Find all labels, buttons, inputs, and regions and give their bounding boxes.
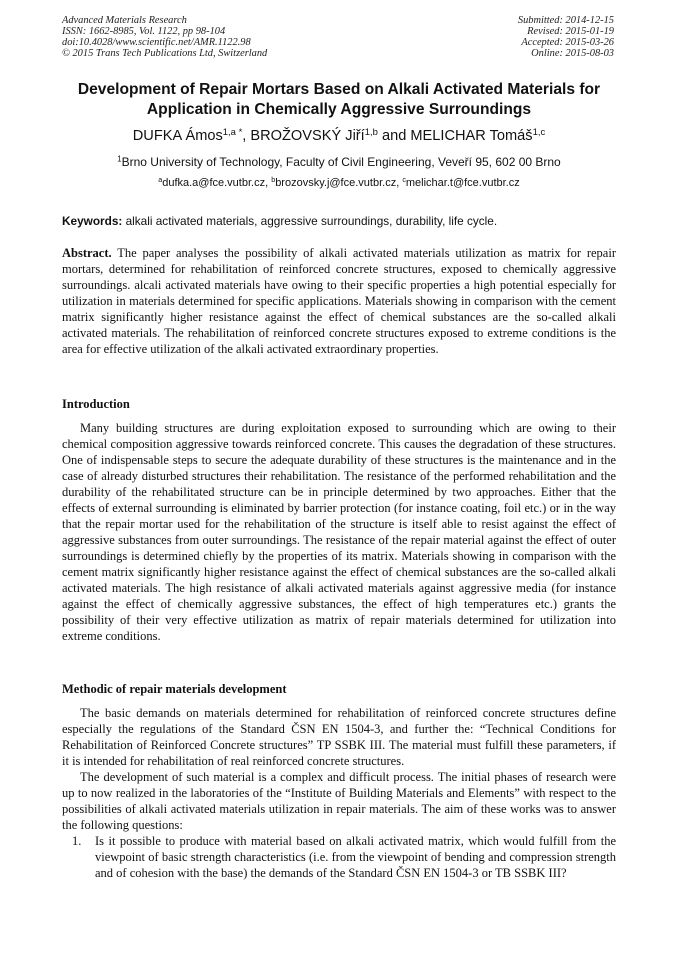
author-2-sup: 1,b bbox=[364, 126, 378, 138]
author-list bbox=[0, 128, 678, 144]
journal-copyright: © 2015 Trans Tech Publications Ltd, Switzerland bbox=[62, 48, 268, 59]
date-revised: Revised: 2015-01-19 bbox=[527, 26, 614, 37]
journal-issn: ISSN: 1662-8985, Vol. 1122, pp 98-104 bbox=[62, 26, 226, 37]
author-1: DUFKA Ámos bbox=[132, 128, 223, 144]
introduction-paragraph: Many building structures are during exploitation exposed to surrounding which are owing to their chemical composition aggressive towards reinforced concrete. This causes the degradation of these structures. One of indispensable steps to secure the adequate durability of these structures is the maintenance and in the case of already disturbed structures their rehabilitation. The resistance of the performed rehabilitation and the durability of the rehabilitated structure can be in principle determined by two approaches. Either that the effects of external surrounding is eliminated by barrier protection (for instance coating, foil etc.) or in the way that the repair mortar used for the rehabilitation of the structure is itself able to resist against the effect of aggressive substances from outer surroundings. The resistance of the repair material against the effect of outer surroundings is determined chiefly by the properties of its matrix. Materials showing in comparison with the cement matrix significantly higher resistance against the effect of chemical substances are the so-called alkali activated materials. The high resistance of alkali activated materials against aggressive media (for instance against the effect of chemically aggressive substances, the effect of high temperatures etc.) grants the possibility of their very effective utilization as matrix of repair materials determined for utilization into extreme conditions. bbox=[62, 421, 616, 643]
author-2: BROŽOVSKÝ Jiří bbox=[250, 128, 365, 144]
methodic-paragraph-2: The development of such material is a complex and difficult process. The initial phases of research were up to now realized in the laboratories of the “Institute of Building Materials and Elements” with respect to the possibilities of alkali activated materials utilization in repair materials. The aim of these works was to answer the following questions: bbox=[62, 770, 616, 832]
section-heading-introduction: Introduction bbox=[62, 397, 130, 411]
keywords bbox=[62, 214, 616, 228]
author-3-sup: 1,c bbox=[532, 126, 546, 138]
journal-name: Advanced Materials Research bbox=[62, 15, 187, 26]
abstract-text: The paper analyses the possibility of alkali activated materials utilization as matrix for repair mortars, determined for rehabilitation of reinforced concrete structures, exposed to chemically aggressive surroundings. alcali activated materials have owing to their specific properties a high potential especially for utilization in materials determined for specific applications. Materials showing in comparison with the cement matrix significantly higher resistance against the effect of chemical substances are the so-called alkali activated materials. The rehabilitation of reinforced concrete structures exposed to extreme conditions is the area for effective utilization of the alkali activated extraordinary properties. bbox=[62, 246, 616, 356]
list-item-text: Is it possible to produce with material based on alkali activated matrix, which would fulfill from the viewpoint of basic strength characteristics (i.e. from the viewpoint of bending and compression strength and of cohesion with the base) the demands of the Standard ČSN EN 1504-3 or TB SSBK III? bbox=[95, 834, 616, 880]
author-separator: and bbox=[377, 128, 411, 144]
section-heading-methodic: Methodic of repair materials development bbox=[62, 682, 287, 696]
affiliation-text: Brno University of Technology, Faculty of Civil Engineering, Veveří 95, 602 00 Brno bbox=[121, 155, 561, 169]
author-emails bbox=[0, 177, 678, 189]
journal-doi: doi:10.4028/www.scientific.net/AMR.1122.98 bbox=[62, 37, 251, 48]
email-c: melichar.t@fce.vutbr.cz bbox=[405, 177, 520, 189]
author-3: MELICHAR Tomáš bbox=[410, 128, 533, 144]
email-a-sup: a bbox=[158, 176, 163, 185]
affiliation-sup: 1 bbox=[117, 154, 122, 164]
abstract-label: Abstract. bbox=[62, 246, 112, 260]
date-submitted: Submitted: 2014-12-15 bbox=[517, 15, 614, 26]
keywords-text: alkali activated materials, aggressive surroundings, durability, life cycle. bbox=[122, 214, 498, 228]
abstract bbox=[62, 245, 616, 357]
author-separator: , bbox=[242, 128, 251, 144]
list-item bbox=[62, 833, 616, 881]
email-a: dufka.a@fce.vutbr.cz, bbox=[162, 177, 272, 189]
methodic-paragraph-1: The basic demands on materials determined for rehabilitation of reinforced concrete structures define especially the regulations of the Standard ČSN EN 1504-3, and further the: “Technical Conditions for Rehabilitation of Reinforced Concrete structures” TP SSBK III. The material must fulfill these parameters, if it is intended for rehabilitation of real reinforced concrete structures. bbox=[62, 706, 616, 768]
publication-dates bbox=[518, 15, 614, 59]
email-b: brozovsky.j@fce.vutbr.cz, bbox=[275, 177, 403, 189]
date-accepted: Accepted: 2015-03-26 bbox=[521, 37, 614, 48]
list-item-number: 1. bbox=[72, 834, 82, 848]
author-1-sup: 1,a * bbox=[222, 126, 243, 138]
email-b-sup: b bbox=[271, 176, 276, 185]
paper-title: Development of Repair Mortars Based on Alkali Activated Materials for Application in Chemically Aggressive Surroundings bbox=[77, 81, 601, 118]
date-online: Online: 2015-08-03 bbox=[531, 48, 614, 59]
affiliation bbox=[0, 155, 678, 169]
keywords-label: Keywords: bbox=[62, 214, 123, 228]
journal-info bbox=[62, 15, 267, 59]
email-c-sup: c bbox=[402, 176, 406, 185]
